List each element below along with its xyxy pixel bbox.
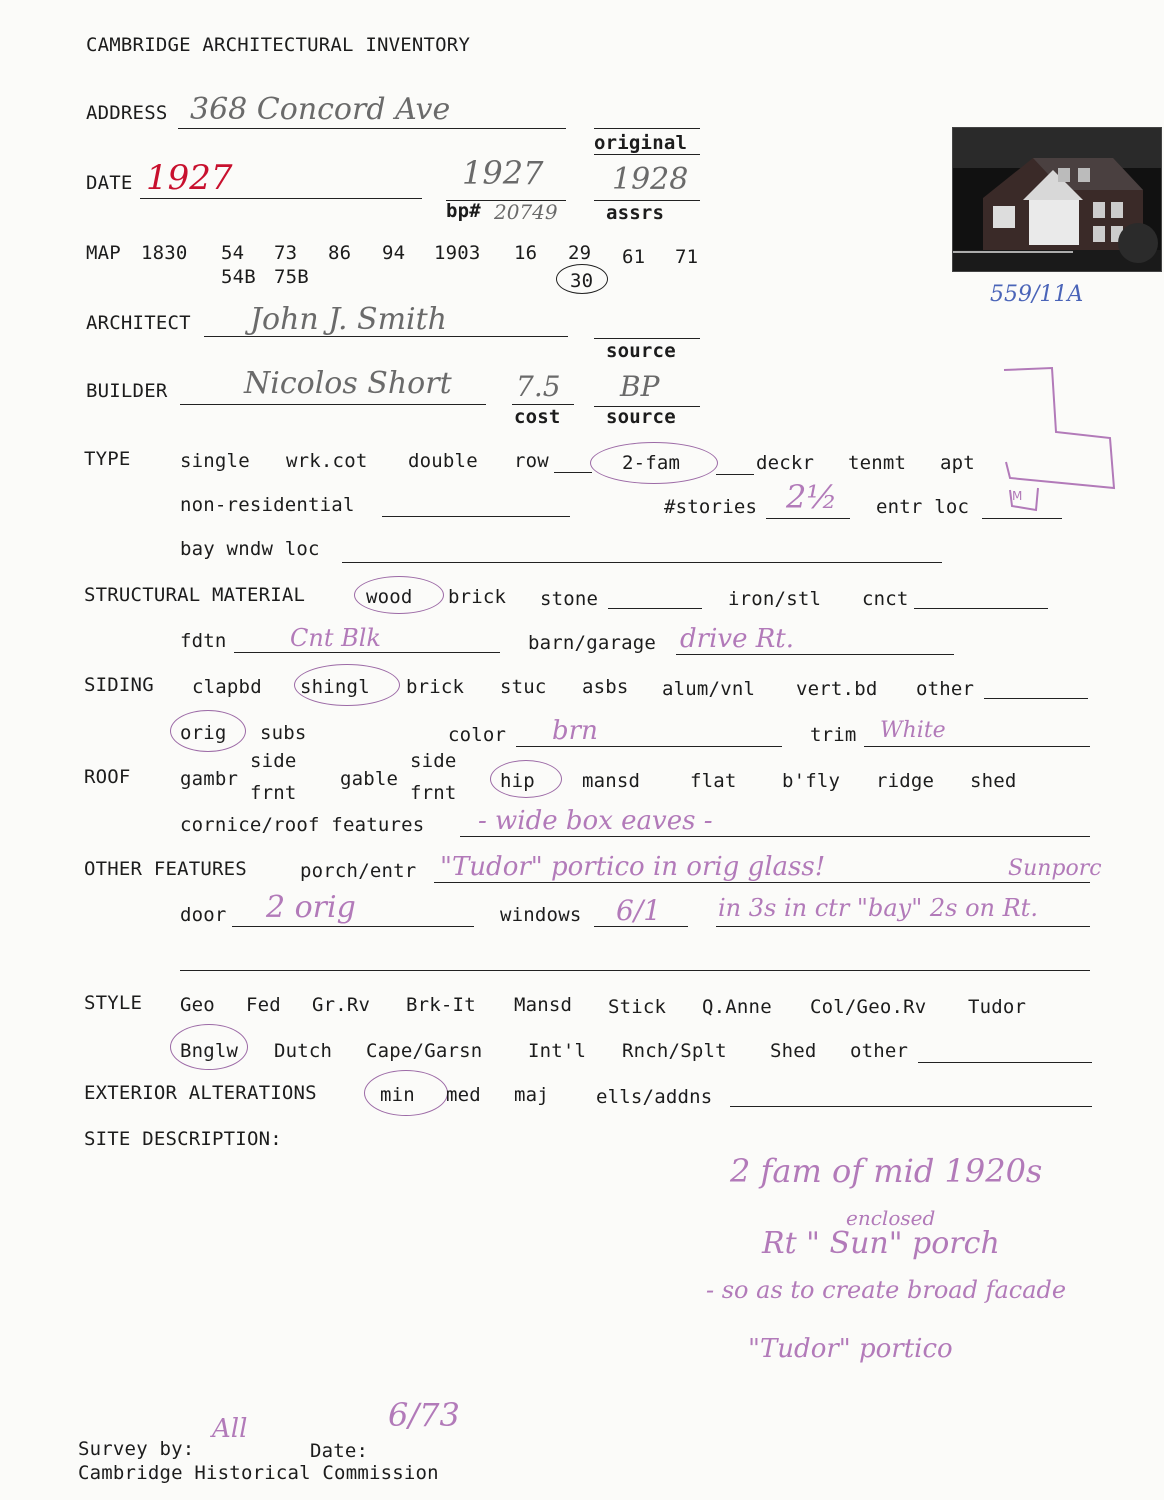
cost-source-value: BP: [620, 370, 660, 403]
fdtn-value: Cnt Blk: [290, 624, 381, 652]
door-label: door: [180, 904, 227, 926]
stories-label: #stories: [664, 496, 758, 518]
site-description-label: SITE DESCRIPTION:: [84, 1128, 282, 1150]
cost-label: cost: [514, 406, 561, 428]
bp-number: 20749: [494, 200, 558, 224]
style-dutch[interactable]: Dutch: [274, 1040, 333, 1062]
style-other[interactable]: other: [850, 1040, 909, 1062]
date-value: 1927: [146, 158, 233, 198]
roof-label: ROOF: [84, 766, 131, 788]
entr-loc-label: entr loc: [876, 496, 970, 518]
alteration-min[interactable]: min: [380, 1084, 415, 1106]
cornice-label: cornice/roof features: [180, 814, 425, 836]
style-tudor[interactable]: Tudor: [968, 996, 1027, 1018]
assessor-year: 1928: [612, 162, 689, 197]
form-title: CAMBRIDGE ARCHITECTURAL INVENTORY: [86, 34, 471, 56]
commission-name: Cambridge Historical Commission: [78, 1462, 439, 1484]
map-label: MAP: [86, 242, 121, 264]
structural-cnct[interactable]: cnct: [862, 588, 909, 610]
siding-asbs[interactable]: asbs: [582, 676, 629, 698]
builder-value: Nicolos Short: [244, 366, 452, 401]
site-line-4: "Tudor" portico: [748, 1334, 953, 1364]
style-cape-garsn[interactable]: Cape/Garsn: [366, 1040, 483, 1062]
structural-wood-circle: [354, 576, 444, 614]
style-fed[interactable]: Fed: [246, 994, 281, 1016]
style-mansd[interactable]: Mansd: [514, 994, 573, 1016]
address-label: ADDRESS: [86, 102, 168, 124]
siding-clapbd[interactable]: clapbd: [192, 676, 262, 698]
barn-garage-value: drive Rt.: [680, 624, 795, 654]
type-single[interactable]: single: [180, 450, 250, 472]
alteration-med[interactable]: med: [446, 1084, 481, 1106]
builder-label: BUILDER: [86, 380, 168, 402]
siding-shingl[interactable]: shingl: [300, 676, 370, 698]
assrs-label: assrs: [606, 202, 665, 224]
windows-value: 6/1: [616, 894, 662, 927]
type-double[interactable]: double: [408, 450, 478, 472]
cost-value: 7.5: [516, 370, 561, 403]
map-71[interactable]: 71: [675, 246, 699, 268]
style-label: STYLE: [84, 992, 143, 1014]
map-54[interactable]: 54: [221, 242, 245, 264]
architect-label: ARCHITECT: [86, 312, 191, 334]
roof-gable[interactable]: gable: [340, 768, 399, 790]
survey-by-value: All: [212, 1414, 248, 1444]
builder-source-label: source: [606, 406, 676, 428]
door-value: 2 orig: [266, 890, 356, 925]
cornice-value: - wide box eaves -: [478, 806, 713, 836]
style-bnglw-circle: [170, 1024, 248, 1070]
porch-entr-label: porch/entr: [300, 860, 417, 882]
style-brk-it[interactable]: Brk-It: [406, 994, 476, 1016]
trim-label: trim: [810, 724, 857, 746]
address-value: 368 Concord Ave: [190, 92, 451, 127]
siding-vert-bd[interactable]: vert.bd: [796, 678, 878, 700]
map-30[interactable]: 30: [570, 270, 594, 292]
other-features-label: OTHER FEATURES: [84, 858, 247, 880]
non-residential-label: non-residential: [180, 494, 355, 516]
color-value: brn: [552, 716, 598, 746]
exterior-alterations-label: EXTERIOR ALTERATIONS: [84, 1082, 317, 1104]
type-label: TYPE: [84, 448, 131, 470]
style-geo[interactable]: Geo: [180, 994, 215, 1016]
structural-brick[interactable]: brick: [448, 586, 507, 608]
survey-by-label: Survey by:: [78, 1438, 195, 1460]
style-intl[interactable]: Int'l: [528, 1040, 587, 1062]
type-apt[interactable]: apt: [940, 452, 975, 474]
siding-orig-circle: [170, 710, 246, 752]
siding-brick[interactable]: brick: [406, 676, 465, 698]
roof-side-2[interactable]: side: [410, 750, 457, 772]
structural-stone[interactable]: stone: [540, 588, 599, 610]
roof-frnt-1[interactable]: frnt: [250, 782, 297, 804]
architect-source-label: source: [606, 340, 676, 362]
type-2-fam[interactable]: 2-fam: [622, 452, 681, 474]
map-1830[interactable]: 1830: [141, 242, 188, 264]
roof-bfly[interactable]: b'fly: [782, 770, 841, 792]
type-deckr[interactable]: deckr: [756, 452, 815, 474]
structural-iron-stl[interactable]: iron/stl: [728, 588, 822, 610]
trim-value: White: [880, 718, 946, 743]
porch-value: "Tudor" portico in orig glass!: [440, 852, 826, 882]
roof-mansd[interactable]: mansd: [582, 770, 641, 792]
bay-window-label: bay wndw loc: [180, 538, 320, 560]
map-30-circle: [556, 264, 608, 294]
map-61[interactable]: 61: [622, 246, 646, 268]
siding-orig[interactable]: orig: [180, 722, 227, 744]
siding-alum-vnl[interactable]: alum/vnl: [662, 678, 756, 700]
survey-date-label: Date:: [310, 1440, 369, 1462]
map-1903[interactable]: 1903: [434, 242, 481, 264]
style-bnglw[interactable]: Bnglw: [180, 1040, 239, 1062]
siding-other[interactable]: other: [916, 678, 975, 700]
siding-label: SIDING: [84, 674, 154, 696]
map-73[interactable]: 73: [274, 242, 298, 264]
porch-extra-value: Sunporc: [1008, 856, 1102, 881]
roof-side-1[interactable]: side: [250, 750, 297, 772]
site-enclosed: enclosed: [846, 1206, 936, 1230]
alteration-min-circle: [364, 1070, 448, 1116]
original-label: original: [594, 132, 688, 154]
roof-shed[interactable]: shed: [970, 770, 1017, 792]
siding-shingl-circle: [294, 664, 400, 706]
style-q-anne[interactable]: Q.Anne: [702, 996, 772, 1018]
map-29[interactable]: 29: [568, 242, 592, 264]
date-label: DATE: [86, 172, 133, 194]
style-gr-rv[interactable]: Gr.Rv: [312, 994, 371, 1016]
type-row[interactable]: row: [514, 450, 549, 472]
stories-value: 2½: [786, 478, 838, 516]
siding-stuc[interactable]: stuc: [500, 676, 547, 698]
house-photo-icon: [953, 128, 1161, 271]
structural-wood[interactable]: wood: [366, 586, 413, 608]
alteration-ells-addns[interactable]: ells/addns: [596, 1086, 713, 1108]
svg-text:M: M: [1012, 489, 1023, 503]
alteration-maj[interactable]: maj: [514, 1084, 549, 1106]
fdtn-label: fdtn: [180, 630, 227, 652]
roof-flat[interactable]: flat: [690, 770, 737, 792]
map-75b[interactable]: 75B: [274, 266, 309, 288]
roof-frnt-2[interactable]: frnt: [410, 782, 457, 804]
structural-material-label: STRUCTURAL MATERIAL: [84, 584, 306, 606]
style-col-geo-rv[interactable]: Col/Geo.Rv: [810, 996, 927, 1018]
color-label: color: [448, 724, 507, 746]
roof-hip[interactable]: hip: [500, 770, 535, 792]
map-16[interactable]: 16: [514, 242, 538, 264]
roof-hip-circle: [490, 760, 562, 798]
style-shed[interactable]: Shed: [770, 1040, 817, 1062]
style-stick[interactable]: Stick: [608, 996, 667, 1018]
map-94[interactable]: 94: [382, 242, 406, 264]
roof-ridge[interactable]: ridge: [876, 770, 935, 792]
siding-subs[interactable]: subs: [260, 722, 307, 744]
permit-year: 1927: [462, 154, 544, 192]
windows-label: windows: [500, 904, 582, 926]
site-line-3: - so as to create broad facade: [706, 1276, 1067, 1304]
bp-label: bp#: [446, 200, 481, 222]
map-86[interactable]: 86: [328, 242, 352, 264]
house-photo: [952, 127, 1162, 272]
type-tenmt[interactable]: tenmt: [848, 452, 907, 474]
architect-value: John J. Smith: [250, 302, 448, 337]
type-2-fam-circle: [590, 442, 718, 484]
survey-date-value: 6/73: [388, 1396, 460, 1434]
site-line-2: Rt " Sun" porch: [762, 1226, 1000, 1261]
type-wrk-cot[interactable]: wrk.cot: [286, 450, 368, 472]
roof-gambr[interactable]: gambr: [180, 768, 239, 790]
photo-reference: 559/11A: [990, 282, 1084, 307]
windows-extra-value: in 3s in ctr "bay" 2s on Rt.: [718, 894, 1038, 922]
style-rnch-splt[interactable]: Rnch/Splt: [622, 1040, 727, 1062]
map-54b[interactable]: 54B: [221, 266, 256, 288]
footprint-sketch-icon: [990, 360, 1130, 530]
barn-garage-label: barn/garage: [528, 632, 657, 654]
site-line-1: 2 fam of mid 1920s: [730, 1152, 1043, 1190]
